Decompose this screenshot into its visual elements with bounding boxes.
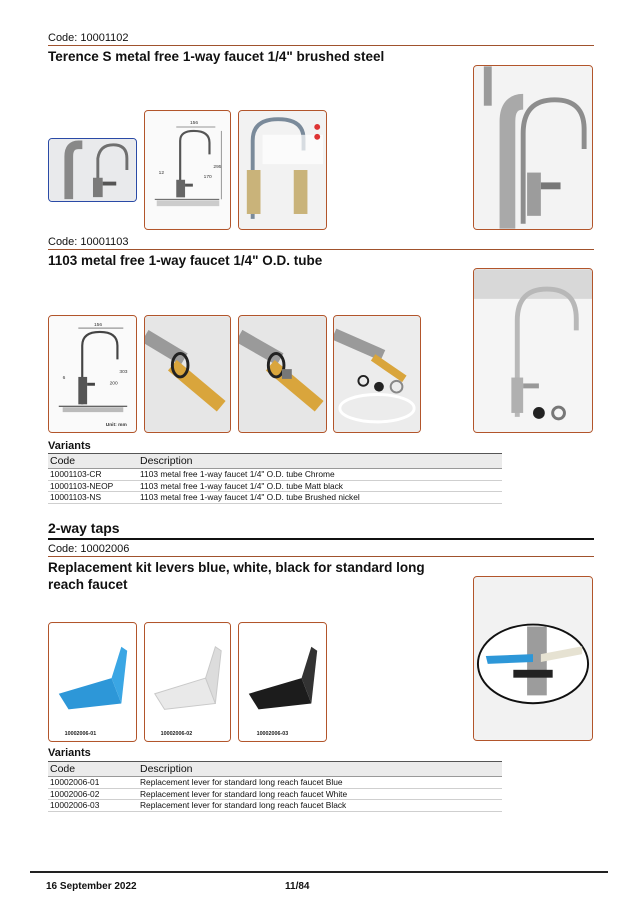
footer-divider xyxy=(30,871,608,873)
variant-description: Replacement lever for standard long reach faucet Black xyxy=(138,800,502,812)
variant-code: 10002006-03 xyxy=(48,800,138,812)
dimension-label: 6 xyxy=(62,375,66,381)
lever-photo-black[interactable] xyxy=(238,622,327,742)
variant-code: 10001103-NS xyxy=(48,492,138,504)
variants-heading: Variants xyxy=(48,747,91,759)
footer-date: 16 September 2022 xyxy=(46,881,137,892)
variants-heading: Variants xyxy=(48,440,91,452)
variant-code: 10002006-01 xyxy=(48,777,138,789)
fitting-photo[interactable] xyxy=(144,315,231,433)
dimension-label: 200 xyxy=(109,381,118,387)
variant-description: 1103 metal free 1-way faucet 1/4" O.D. tube Matt black xyxy=(138,480,502,492)
section-divider xyxy=(48,538,594,540)
part-label: 10002006-03 xyxy=(256,730,289,737)
product-title-line-2: reach faucet xyxy=(48,577,128,592)
product-title: 1103 metal free 1-way faucet 1/4" O.D. tube xyxy=(48,253,323,268)
parts-photo[interactable] xyxy=(333,315,421,433)
column-header: Code xyxy=(48,454,138,469)
cutaway-diagram[interactable] xyxy=(238,110,327,230)
kit-photo-large[interactable] xyxy=(473,576,593,741)
column-header: Code xyxy=(48,762,138,777)
variant-code: 10001103-NEOP xyxy=(48,480,138,492)
product-code: Code: 10001103 xyxy=(48,236,129,248)
unit-label: Unit: mm xyxy=(105,422,127,428)
product-code: Code: 10002006 xyxy=(48,543,130,555)
table-row xyxy=(48,788,502,800)
dimension-label: 295 xyxy=(213,165,222,171)
dimension-label: 156 xyxy=(93,323,103,329)
product-title: Terence S metal free 1-way faucet 1/4" brushed steel xyxy=(48,49,385,64)
variant-description: 1103 metal free 1-way faucet 1/4" O.D. tube Chrome xyxy=(138,469,502,481)
variant-description: Replacement lever for standard long reach faucet Blue xyxy=(138,777,502,789)
table-row xyxy=(48,800,502,812)
divider xyxy=(48,249,594,250)
variant-code: 10002006-02 xyxy=(48,788,138,800)
part-label: 10002006-01 xyxy=(64,730,97,737)
product-photo[interactable] xyxy=(48,138,137,202)
variants-table xyxy=(48,761,502,812)
column-header: Description xyxy=(138,762,502,777)
product-photo-large[interactable] xyxy=(473,65,593,230)
divider xyxy=(48,556,594,557)
dimension-label: 303 xyxy=(119,370,128,376)
dimension-drawing[interactable] xyxy=(48,315,137,433)
variants-table xyxy=(48,453,502,504)
table-row xyxy=(48,777,502,789)
variant-description: Replacement lever for standard long reach faucet White xyxy=(138,788,502,800)
lever-photo-white[interactable] xyxy=(144,622,231,742)
dimension-label: 170 xyxy=(203,174,212,180)
dimension-label: 12 xyxy=(158,170,165,176)
product-code: Code: 10001102 xyxy=(48,32,129,44)
product-photo-large[interactable] xyxy=(473,268,593,433)
fitting-photo[interactable] xyxy=(238,315,327,433)
page-number: 11/84 xyxy=(285,881,310,892)
table-row xyxy=(48,480,502,492)
divider xyxy=(48,45,594,46)
variant-description: 1103 metal free 1-way faucet 1/4" O.D. tube Brushed nickel xyxy=(138,492,502,504)
variant-code: 10001103-CR xyxy=(48,469,138,481)
lever-photo-blue[interactable] xyxy=(48,622,137,742)
column-header: Description xyxy=(138,454,502,469)
table-row xyxy=(48,492,502,504)
section-title: 2-way taps xyxy=(48,520,120,536)
table-row xyxy=(48,469,502,481)
dimension-drawing[interactable] xyxy=(144,110,231,230)
part-label: 10002006-02 xyxy=(160,730,193,737)
product-title-line-1: Replacement kit levers blue, white, black for standard long xyxy=(48,560,425,575)
dimension-label: 156 xyxy=(189,121,199,127)
